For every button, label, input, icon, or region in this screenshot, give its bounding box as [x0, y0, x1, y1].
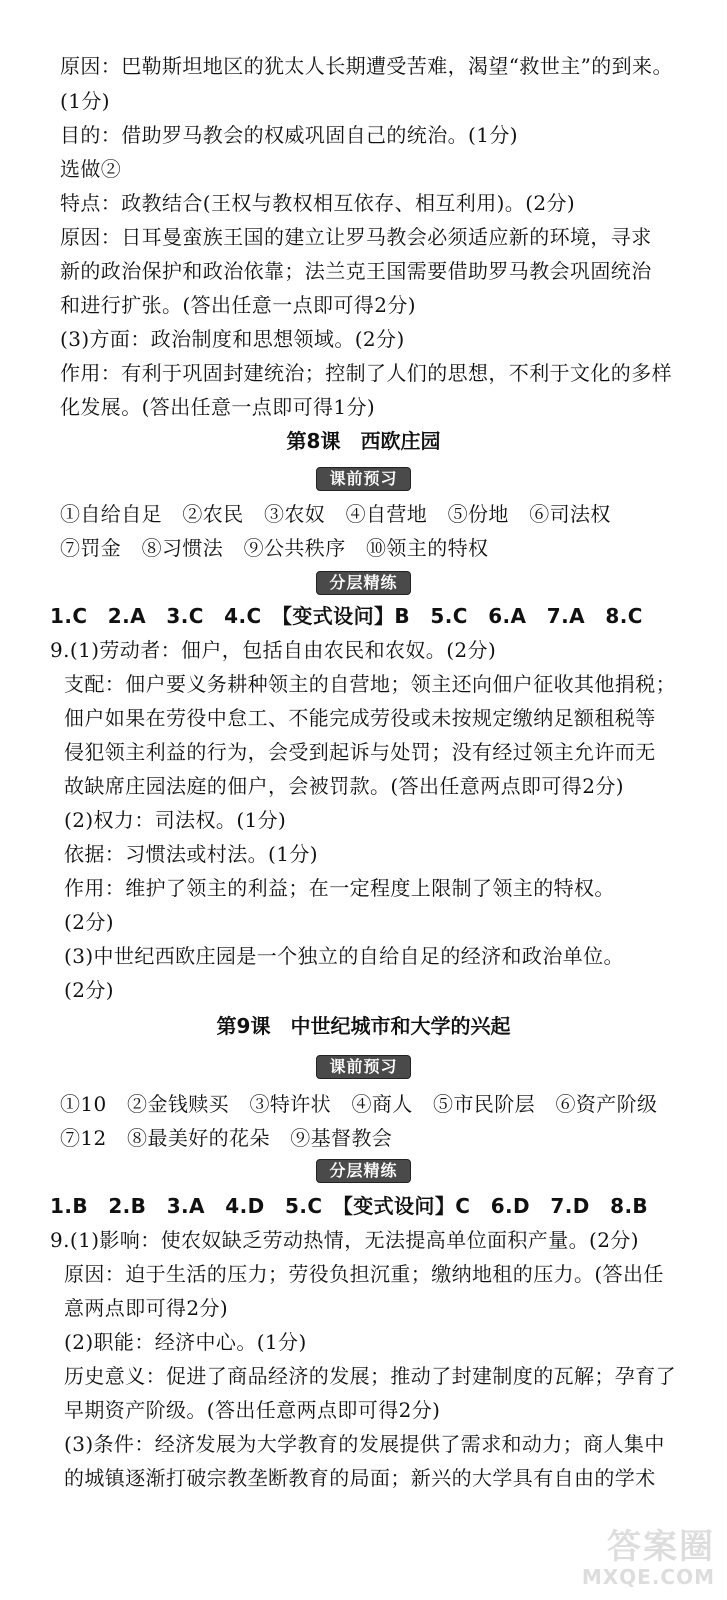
q9-line: 早期资产阶级。(答出任意两点即可得2分): [64, 1398, 441, 1422]
text-line: 特点：政教结合(王权与教权相互依存、相互利用)。(2分): [60, 191, 576, 215]
q9-line: 原因：迫于生活的压力；劳役负担沉重；缴纳地租的压力。(答出任: [64, 1262, 664, 1286]
q9-line: 侵犯领主利益的行为，会受到起诉与处罚；没有经过领主允许而无: [64, 740, 656, 764]
q9-line: (2分): [64, 978, 114, 1002]
text-line: 作用：有利于巩固封建统治；控制了人们的思想，不利于文化的多样: [60, 361, 672, 385]
text-line: 原因：巴勒斯坦地区的犹太人长期遭受苦难，渴望“救世主”的到来。: [60, 54, 673, 78]
preview-answers: ①10 ②金钱赎买 ③特许状 ④商人 ⑤市民阶层 ⑥资产阶级: [60, 1092, 658, 1116]
lesson-8-preview-header: [0, 467, 727, 491]
watermark-top: 答案圈: [607, 1527, 715, 1567]
q9-line: 依据：习惯法或村法。(1分): [64, 842, 318, 866]
preview-badge: 课前预习: [316, 1055, 410, 1079]
q9-line: 意两点即可得2分): [64, 1296, 229, 1320]
lesson-8-title: 第8课 西欧庄园: [286, 429, 441, 453]
practice-badge: 分层精练: [316, 1159, 410, 1183]
preview-answers: ①自给自足 ②农民 ③农奴 ④自营地 ⑤份地 ⑥司法权: [60, 502, 611, 526]
multiple-choice-answers: 1.C 2.A 3.C 4.C 【变式设问】B 5.C 6.A 7.A 8.C: [50, 604, 643, 628]
lesson-9-title: 第9课 中世纪城市和大学的兴起: [216, 1014, 511, 1038]
practice-badge: 分层精练: [316, 571, 410, 595]
q9-line: 故缺席庄园法庭的佃户，会被罚款。(答出任意两点即可得2分): [64, 774, 624, 798]
q9-line: 的城镇逐渐打破宗教垄断教育的局面；新兴的大学具有自由的学术: [64, 1466, 656, 1490]
text-line: (1分): [60, 89, 110, 113]
text-line: 和进行扩张。(答出任意一点即可得2分): [60, 293, 416, 317]
multiple-choice-answers: 1.B 2.B 3.A 4.D 5.C 【变式设问】C 6.D 7.D 8.B: [50, 1194, 649, 1218]
preview-badge: 课前预习: [316, 467, 410, 491]
text-line: 选做②: [60, 157, 122, 181]
q9-line: (2分): [64, 910, 114, 934]
q9-line: 作用：维护了领主的利益；在一定程度上限制了领主的特权。: [64, 876, 615, 900]
text-line: 目的：借助罗马教会的权威巩固自己的统治。(1分): [60, 123, 518, 147]
lesson-9-preview-header: [0, 1055, 727, 1079]
lesson-9-practice-header: [0, 1159, 727, 1183]
text-line: (3)方面：政治制度和思想领域。(2分): [60, 327, 405, 351]
text-line: 化发展。(答出任意一点即可得1分): [60, 395, 376, 419]
watermark-bottom: MXQE.COM: [581, 1565, 715, 1589]
preview-answers: ⑦罚金 ⑧习惯法 ⑨公共秩序 ⑩领主的特权: [60, 536, 489, 560]
watermark-logo: [545, 1528, 715, 1592]
text-line: 新的政治保护和政治依靠；法兰克王国需要借助罗马教会巩固统治: [60, 259, 652, 283]
q9-line: (2)权力：司法权。(1分): [64, 808, 287, 832]
q9-line: (3)条件：经济发展为大学教育的发展提供了需求和动力；商人集中: [64, 1432, 665, 1456]
q9-line: (2)职能：经济中心。(1分): [64, 1330, 307, 1354]
q9-line: 历史意义：促进了商品经济的发展；推动了封建制度的瓦解；孕育了: [64, 1364, 676, 1388]
q9-line: 9.(1)影响：使农奴缺乏劳动热情，无法提高单位面积产量。(2分): [50, 1228, 639, 1252]
text-line: 原因：日耳曼蛮族王国的建立让罗马教会必须适应新的环境，寻求: [60, 225, 652, 249]
lesson-8-practice-header: [0, 571, 727, 595]
q9-line: 9.(1)劳动者：佃户，包括自由农民和农奴。(2分): [50, 638, 497, 662]
q9-line: 支配：佃户要义务耕种领主的自营地；领主还向佃户征收其他捐税；: [64, 672, 676, 696]
q9-line: 佃户如果在劳役中怠工、不能完成劳役或未按规定缴纳足额租税等: [64, 706, 656, 730]
q9-line: (3)中世纪西欧庄园是一个独立的自给自足的经济和政治单位。: [64, 944, 624, 968]
preview-answers: ⑦12 ⑧最美好的花朵 ⑨基督教会: [60, 1126, 393, 1150]
